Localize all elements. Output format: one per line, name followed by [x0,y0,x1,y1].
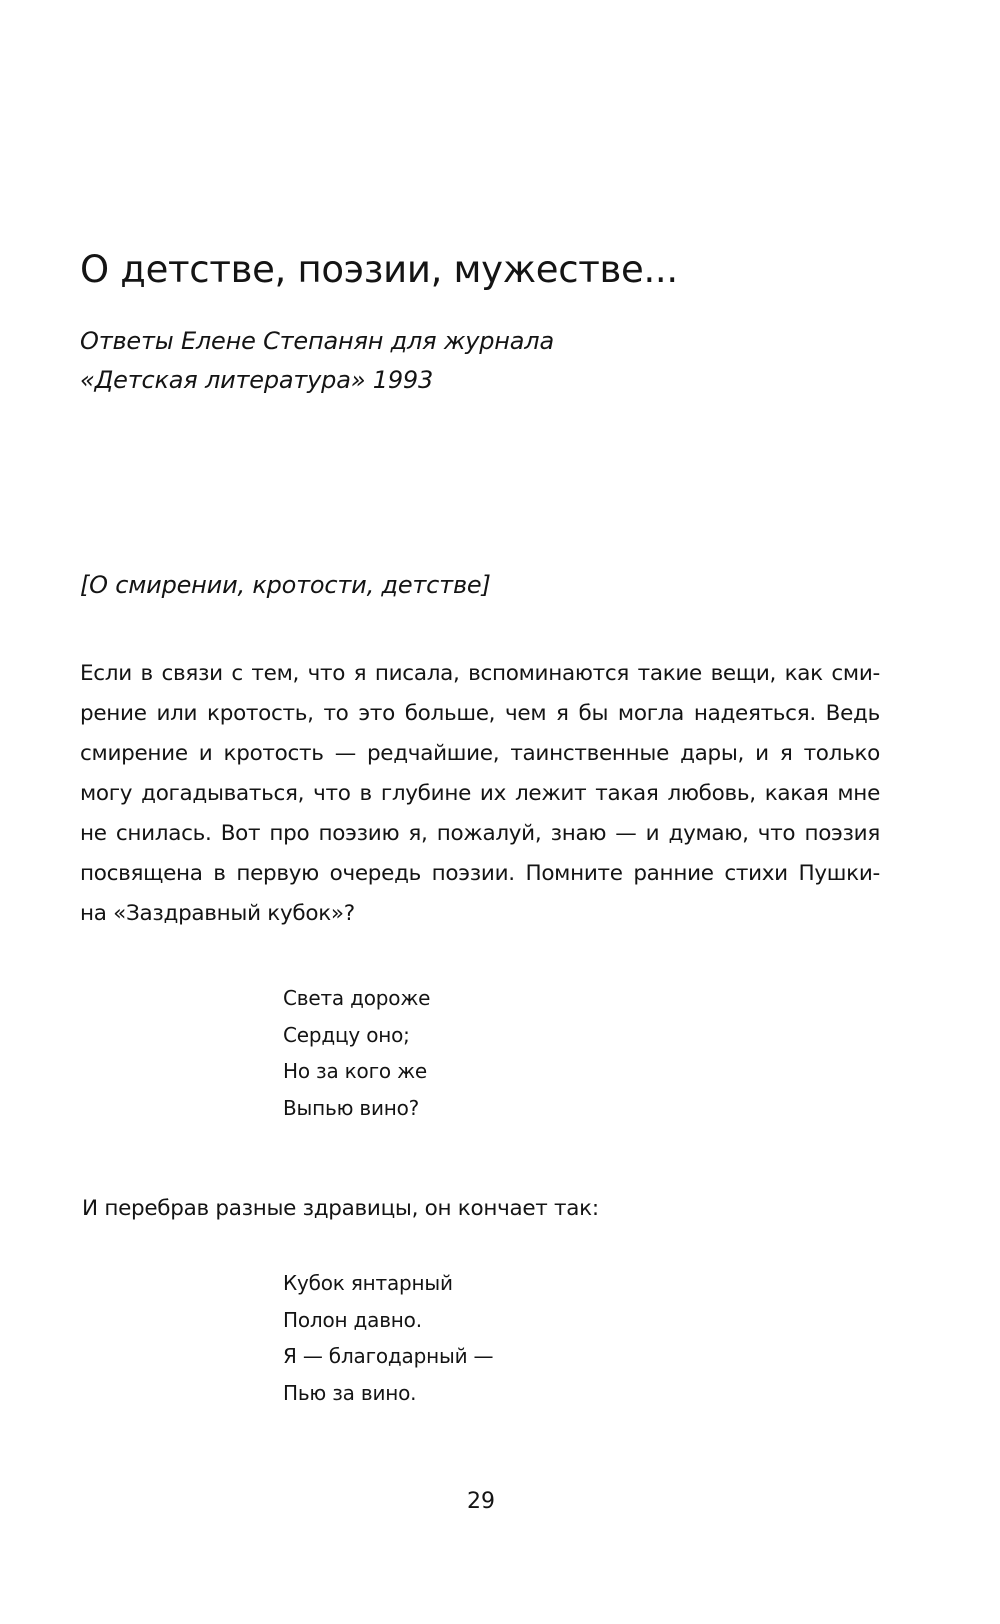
bridge-sentence: И перебрав разные здравицы, он кончает так: [82,1196,599,1221]
verse-line: Пью за вино. [283,1380,417,1405]
subtitle-line: Ответы Елене Степанян для журнала [80,327,554,355]
section-heading: [О смирении, кротости, детстве] [80,571,491,599]
verse-line: Но за кого же [283,1059,428,1083]
page-number: 29 [467,1489,495,1514]
verse-quote-1 [283,980,430,1126]
verse-quote-2 [283,1265,493,1411]
subtitle [80,322,554,400]
verse-line: Выпью вино? [283,1095,420,1120]
verse-line: Я — благодарный — [283,1344,494,1368]
body-paragraph [80,654,880,934]
paragraph-line: не снилась. Вот про поэзию я, пожалуй, знаю — и думаю, что поэзия [80,821,880,846]
paragraph-line: Если в связи с тем, что я писала, вспоминаются такие вещи, как сми- [80,661,880,686]
paragraph-line: на «Заздравный кубок»? [80,901,355,926]
verse-line: Полон давно. [283,1307,422,1332]
paragraph-line: рение или кротость, то это больше, чем я бы могла надеяться. Ведь [80,701,880,726]
page-title: О детстве, поэзии, мужестве... [80,248,678,291]
subtitle-line: «Детская литература» 1993 [80,366,434,394]
paragraph-line: смирение и кротость — редчайшие, таинственные дары, и я только [80,741,880,766]
paragraph-line: могу догадываться, что в глубине их лежит такая любовь, какая мне [80,781,880,806]
paragraph-line: посвящена в первую очередь поэзии. Помните ранние стихи Пушки- [80,861,880,886]
verse-line: Сердцу оно; [283,1022,410,1047]
verse-line: Света дороже [283,986,431,1010]
verse-line: Кубок янтарный [283,1271,453,1295]
